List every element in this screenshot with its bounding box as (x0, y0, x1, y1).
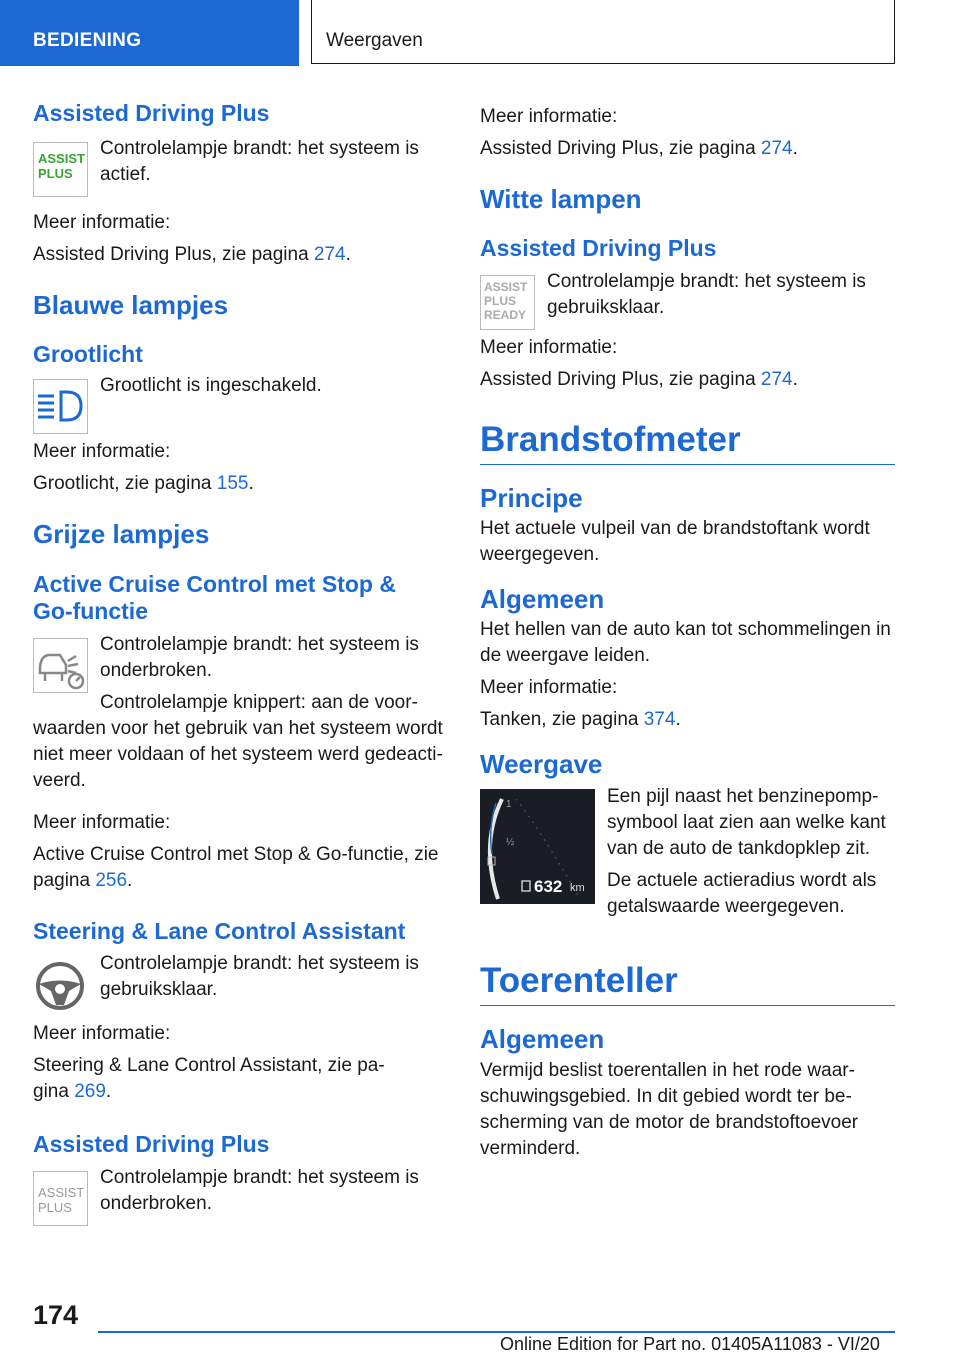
adp-interrupted-text: Controlelampje brandt: het systeem is onderbroken. (100, 1166, 419, 1214)
header-title: Weergaven (326, 30, 423, 51)
footer-divider (98, 1331, 895, 1333)
more-info-ref: Grootlicht, zie pagina 155. (33, 473, 254, 495)
page-link[interactable]: 374 (643, 709, 676, 731)
more-info-ref: Assisted Driving Plus, zie pagina 274. (480, 368, 798, 390)
algemeen-fuel-text: Het hellen van de auto kan tot schommelingen in de weergave leiden. (480, 619, 891, 667)
heading-grijze-lampjes: Grijze lampjes (33, 519, 210, 550)
heading-grootlicht: Grootlicht (33, 340, 143, 367)
heading-algemeen-tacho: Algemeen (480, 1024, 605, 1055)
weergave-text-1: Een pijl naast het benzinepomp-symbool laat zien aan welke kant van de auto de tankdopklep zit. (607, 786, 886, 860)
more-info-label: Meer informatie: (480, 106, 618, 127)
steering-wheel-icon (33, 957, 88, 1012)
fuel-gauge-image (480, 789, 595, 904)
heading-assisted-driving-plus-1: Assisted Driving Plus (33, 100, 270, 126)
icon-line-ready: READY (484, 307, 527, 322)
more-info-label: Meer informatie: (33, 441, 171, 463)
acc-text-2: waarden voor het gebruik van het systeem wordt niet meer voldaan of het systeem werd gedeacti-veerd. (33, 717, 443, 791)
more-info-ref: Steering & Lane Control Assistant, zie pa-gina 269. (33, 1055, 385, 1103)
left-column (33, 100, 448, 1223)
heading-assisted-driving-plus-2: Assisted Driving Plus (33, 1131, 270, 1158)
adp-ready-text: Controlelampje brandt: het systeem is gebruiksklaar. (547, 270, 866, 318)
more-info-ref: Tanken, zie pagina 374. (480, 709, 681, 731)
heading-principe: Principe (480, 482, 583, 513)
adp-active-text: Controlelampje brandt: het systeem is actief. (100, 137, 419, 185)
assist-plus-ready-icon (480, 275, 535, 330)
gauge-mark-half: ½ (506, 837, 515, 849)
more-info-ref: Active Cruise Control met Stop & Go-functie, zie pagina 256. (33, 843, 439, 891)
heading-algemeen-fuel: Algemeen (480, 583, 605, 614)
high-beam-icon (33, 379, 88, 434)
entry-adp-ready (480, 269, 895, 327)
more-info-ref: Assisted Driving Plus, zie pagina 274. (480, 138, 798, 159)
footer-edition: Online Edition for Part no. 01405A11083 - VI/20 (500, 1334, 880, 1354)
steering-text: Controlelampje brandt: het systeem is gebruiksklaar. (100, 953, 419, 1001)
assist-plus-green-icon (33, 142, 88, 197)
more-info-label: Meer informatie: (33, 211, 171, 233)
entry-adp-active (33, 136, 448, 194)
grootlicht-text: Grootlicht is ingeschakeld. (100, 375, 322, 397)
page-link[interactable]: 155 (216, 473, 249, 495)
algemeen-tacho-text: Vermijd beslist toerentallen in het rode waar-schuwingsgebied. In dit gebied wordt ter be-scherming van de motor de brandstoftoevoer verminderd. (480, 1059, 859, 1159)
page-number: 174 (33, 1300, 79, 1330)
acc-text-1: Controlelampje brandt: het systeem is onderbroken. (100, 633, 419, 681)
page-link[interactable]: 274 (760, 368, 793, 390)
icon-line-plus: PLUS (38, 165, 73, 181)
heading-steering-lane: Steering & Lane Control Assistant (33, 917, 406, 944)
gauge-range-unit: km (570, 882, 585, 895)
gauge-range-value: 632 (534, 877, 563, 897)
icon-line-plus: PLUS (484, 293, 517, 308)
page-link[interactable]: 256 (95, 869, 128, 891)
weergave-text-2: De actuele actieradius wordt als getalswaarde weergegeven. (607, 870, 877, 918)
entry-grootlicht (33, 373, 448, 431)
heading-active-cruise-control: Active Cruise Control met Stop & Go-functie (33, 570, 396, 625)
page-link[interactable]: 269 (74, 1081, 106, 1103)
assist-plus-grey-icon (33, 1171, 88, 1226)
heading-toerenteller: Toerenteller (480, 960, 895, 1006)
gauge-mark-one: 1 (506, 799, 512, 811)
more-info-label: Meer informatie: (480, 677, 618, 699)
heading-witte-lampen: Witte lampen (480, 184, 642, 214)
right-column (480, 100, 895, 1162)
entry-steering (33, 951, 448, 1009)
more-info-ref: Assisted Driving Plus, zie pagina 274. (33, 243, 351, 265)
header-section-label: BEDIENING (33, 30, 142, 51)
heading-blauwe-lampjes: Blauwe lampjes (33, 289, 229, 320)
heading-brandstofmeter: Brandstofmeter (480, 419, 895, 465)
entry-adp-interrupted (33, 1165, 448, 1223)
page-link[interactable]: 274 (760, 138, 793, 159)
principe-text: Het actuele vulpeil van de brandstoftank wordt weergegeven. (480, 517, 870, 565)
more-info-label: Meer informatie: (33, 1023, 171, 1045)
icon-line-assist: ASSIST (38, 1184, 85, 1200)
page-link[interactable]: 274 (313, 243, 346, 265)
more-info-label: Meer informatie: (33, 811, 171, 833)
icon-line-assist: ASSIST (484, 279, 528, 294)
acc-text-2-line-1: Controlelampje knippert: aan de voor- (100, 691, 418, 713)
more-info-label: Meer informatie: (480, 336, 618, 358)
icon-line-plus: PLUS (38, 1199, 72, 1215)
entry-weergave (480, 784, 895, 920)
heading-assisted-driving-plus-3: Assisted Driving Plus (480, 235, 717, 262)
entry-acc (33, 632, 448, 690)
header-title-tab (311, 0, 895, 64)
heading-weergave: Weergave (480, 749, 603, 780)
cruise-control-icon (33, 638, 88, 693)
header-section-tab (0, 0, 299, 66)
icon-line-assist: ASSIST (38, 150, 85, 166)
